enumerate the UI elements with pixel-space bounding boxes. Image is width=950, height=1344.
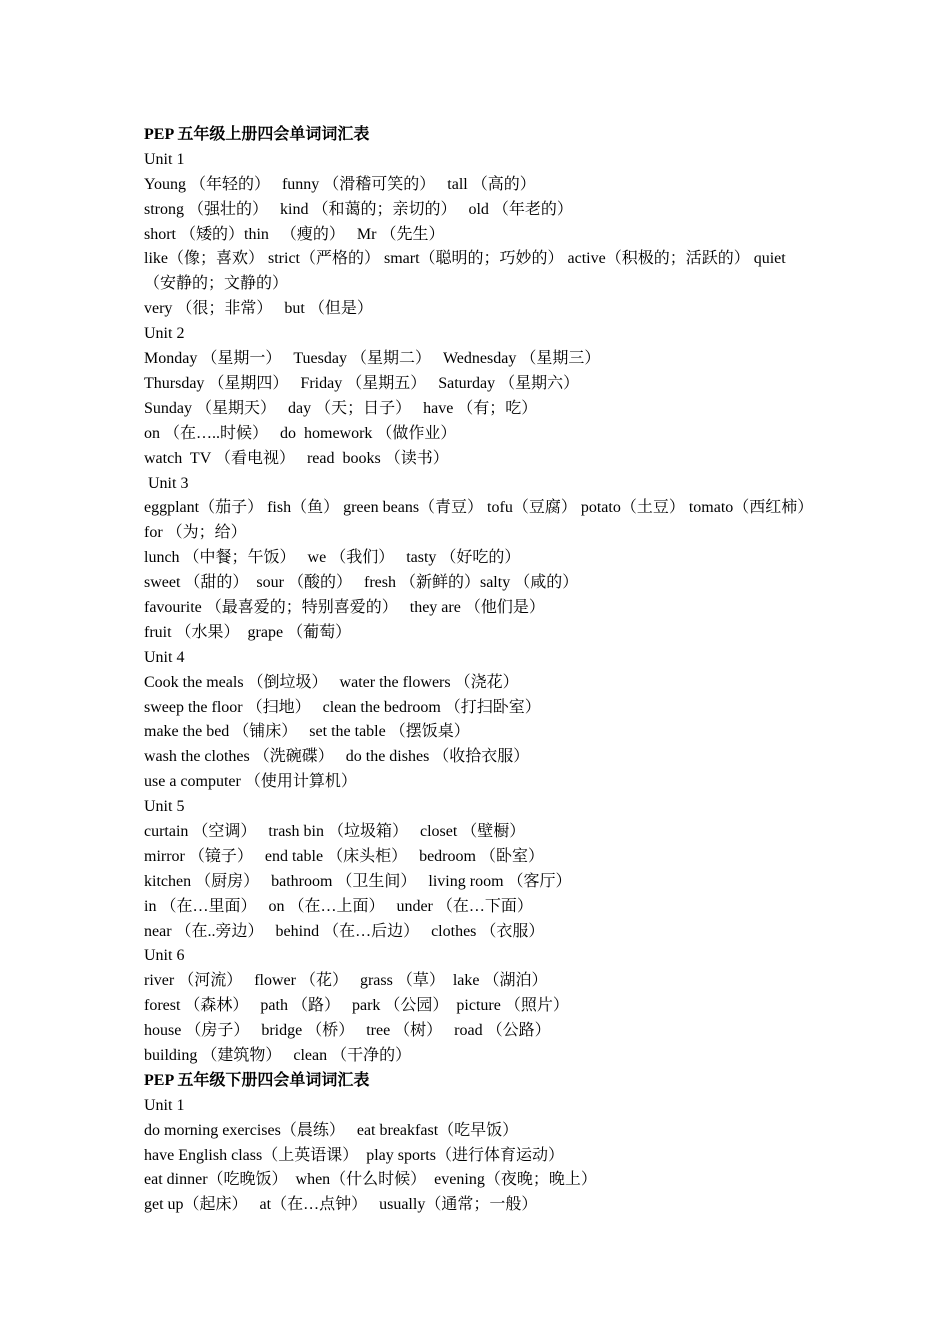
vocab-line: like（像；喜欢） strict（严格的） smart（聪明的；巧妙的） active（积极的；活跃的） quiet（安静的；文静的） bbox=[144, 250, 786, 293]
vocab-line: Cook the meals （倒垃圾） water the flowers （浇花） bbox=[144, 673, 519, 691]
vocab-line: eggplant（茄子） fish（鱼） green beans（青豆） tofu（豆腐） potato（土豆） tomato（西红柿） for （为；给） bbox=[144, 499, 814, 542]
vocab-line: building （建筑物） clean （干净的） bbox=[144, 1047, 412, 1065]
vocab-line: Thursday （星期四） Friday （星期五） Saturday （星期六） bbox=[144, 374, 580, 392]
vocab-line: use a computer （使用计算机） bbox=[144, 773, 357, 791]
unit-heading: Unit 1 bbox=[144, 150, 185, 168]
unit-heading: Unit 1 bbox=[144, 1096, 185, 1114]
vocab-line: river （河流） flower （花） grass （草） lake （湖泊） bbox=[144, 972, 548, 990]
vocab-line: have English class（上英语课） play sports（进行体育运动） bbox=[144, 1146, 564, 1164]
unit-heading: Unit 2 bbox=[144, 325, 185, 343]
vocab-line: on （在…..时候） do homework （做作业） bbox=[144, 424, 457, 442]
vocab-line: near （在..旁边） behind （在…后边） clothes （衣服） bbox=[144, 922, 545, 940]
vocab-line: wash the clothes （洗碗碟） do the dishes （收拾衣服） bbox=[144, 748, 530, 766]
vocab-line: get up（起床） at（在…点钟） usually（通常；一般） bbox=[144, 1196, 538, 1214]
vocab-line: kitchen （厨房） bathroom （卫生间） living room （客厅） bbox=[144, 872, 572, 890]
vocab-line: mirror （镜子） end table （床头柜） bedroom （卧室） bbox=[144, 847, 544, 865]
vocab-line: Sunday （星期天） day （天；日子） have （有；吃） bbox=[144, 399, 538, 417]
document-page bbox=[144, 123, 814, 1218]
vocab-line: short （矮的）thin （瘦的） Mr （先生） bbox=[144, 225, 445, 243]
vocab-line: Monday （星期一） Tuesday （星期二） Wednesday （星期三） bbox=[144, 350, 601, 368]
unit-heading: Unit 5 bbox=[144, 798, 185, 816]
vocab-line: Young （年轻的） funny （滑稽可笑的） tall （高的） bbox=[144, 175, 536, 193]
vocab-line: in （在…里面） on （在…上面） under （在…下面） bbox=[144, 897, 533, 915]
vocab-line: lunch （中餐；午饭） we （我们） tasty （好吃的） bbox=[144, 549, 521, 567]
vocab-line: watch TV （看电视） read books （读书） bbox=[144, 449, 449, 467]
vocab-line: house （房子） bridge （桥） tree （树） road （公路） bbox=[144, 1022, 551, 1040]
vocab-line: sweet （甜的） sour （酸的） fresh （新鲜的）salty （咸的） bbox=[144, 574, 579, 592]
vocab-line: do morning exercises（晨练） eat breakfast（吃早饭） bbox=[144, 1121, 519, 1139]
unit-heading: Unit 3 bbox=[144, 474, 189, 492]
unit-heading: Unit 4 bbox=[144, 648, 185, 666]
vocab-line: strong （强壮的） kind （和蔼的；亲切的） old （年老的） bbox=[144, 200, 573, 218]
section-title: PEP 五年级上册四会单词词汇表 bbox=[144, 126, 370, 143]
vocab-line: favourite （最喜爱的；特别喜爱的） they are （他们是） bbox=[144, 598, 545, 616]
vocab-line: very （很；非常） but （但是） bbox=[144, 300, 373, 318]
vocab-line: make the bed （铺床） set the table （摆饭桌） bbox=[144, 723, 470, 741]
section-title: PEP 五年级下册四会单词词汇表 bbox=[144, 1071, 370, 1089]
vocab-line: sweep the floor （扫地） clean the bedroom （打扫卧室） bbox=[144, 698, 541, 716]
vocab-line: forest （森林） path （路） park （公园） picture （照片） bbox=[144, 997, 569, 1015]
unit-heading: Unit 6 bbox=[144, 947, 185, 965]
vocab-line: curtain （空调） trash bin （垃圾箱） closet （壁橱） bbox=[144, 823, 526, 840]
vocab-line: fruit （水果） grape （葡萄） bbox=[144, 623, 352, 641]
vocab-line: eat dinner（吃晚饭） when（什么时候） evening（夜晚；晚上） bbox=[144, 1171, 597, 1189]
